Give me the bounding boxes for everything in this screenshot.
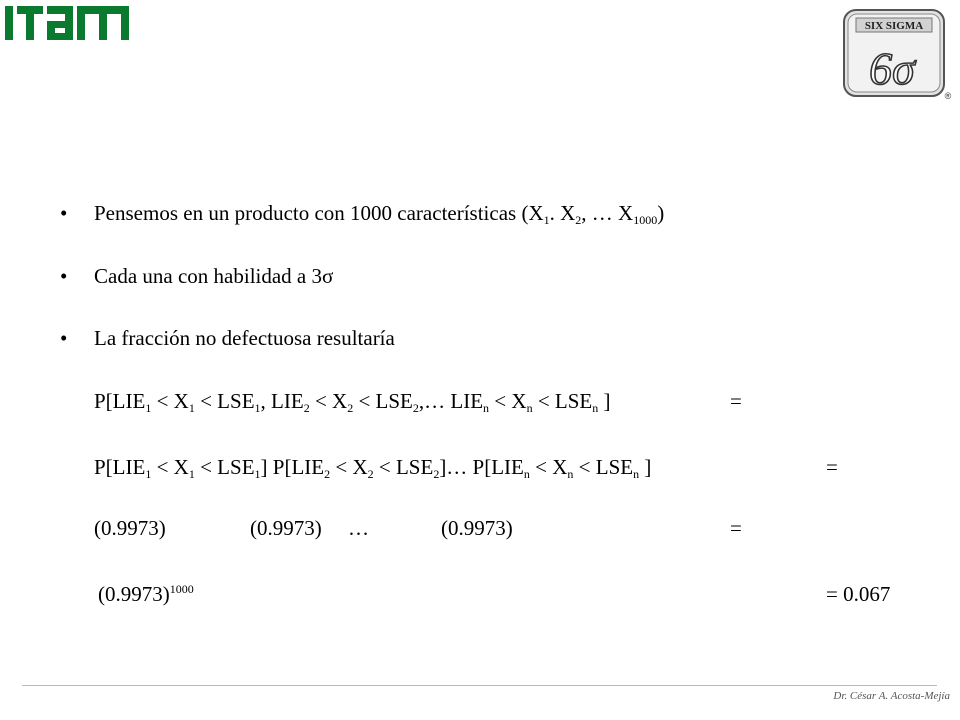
bullet-marker: •: [60, 326, 68, 350]
equation-3-equals: =: [730, 516, 742, 540]
equation-3-term-c: (0.9973): [441, 516, 513, 540]
trademark-symbol: ®: [944, 91, 952, 100]
equation-4-power: $(0.9973)^{1000}$: [98, 582, 194, 606]
six-sigma-symbol: 6σ: [869, 43, 915, 94]
equation-3-ellipsis: …: [348, 516, 369, 540]
equation-3-term-b: (0.9973): [250, 516, 322, 540]
bullet-text-2: Cada una con habilidad a 3σ: [94, 264, 334, 288]
equation-line-1: $P[LIE_1 < X_1 < LSE_1$, $LIE_2 < X_2$ < $LSE_2,\dots$ $LIE_n < X_n < LSE_n$ ]: [94, 389, 611, 415]
bullet-text-3: La fracción no defectuosa resultaría: [94, 326, 395, 350]
footer-divider: [22, 685, 937, 686]
equation-4-result: = 0.067: [826, 582, 891, 606]
bullet-marker: •: [60, 201, 68, 225]
equation-3-term-a: (0.9973): [94, 516, 166, 540]
bullet-marker: •: [60, 264, 68, 288]
equation-1-equals: =: [730, 389, 742, 413]
author-credit: Dr. César A. Acosta-Mejía: [833, 690, 950, 702]
equation-line-2: $P[LIE_1 < X_1 < LSE_1] P[LIE_2 < X_2$ < $LSE_2]\dots$ $P[LIE_n < X_n < LSE_n$ ]: [94, 455, 652, 481]
equation-2-equals: =: [826, 455, 838, 479]
itam-logo: [5, 6, 133, 44]
six-sigma-logo: [842, 8, 954, 100]
bullet-text-1: Pensemos en un producto con 1000 características ($X_1$. $X_2$, … $X_{1000}$): [94, 201, 665, 227]
six-sigma-text: SIX SIGMA: [864, 20, 924, 32]
